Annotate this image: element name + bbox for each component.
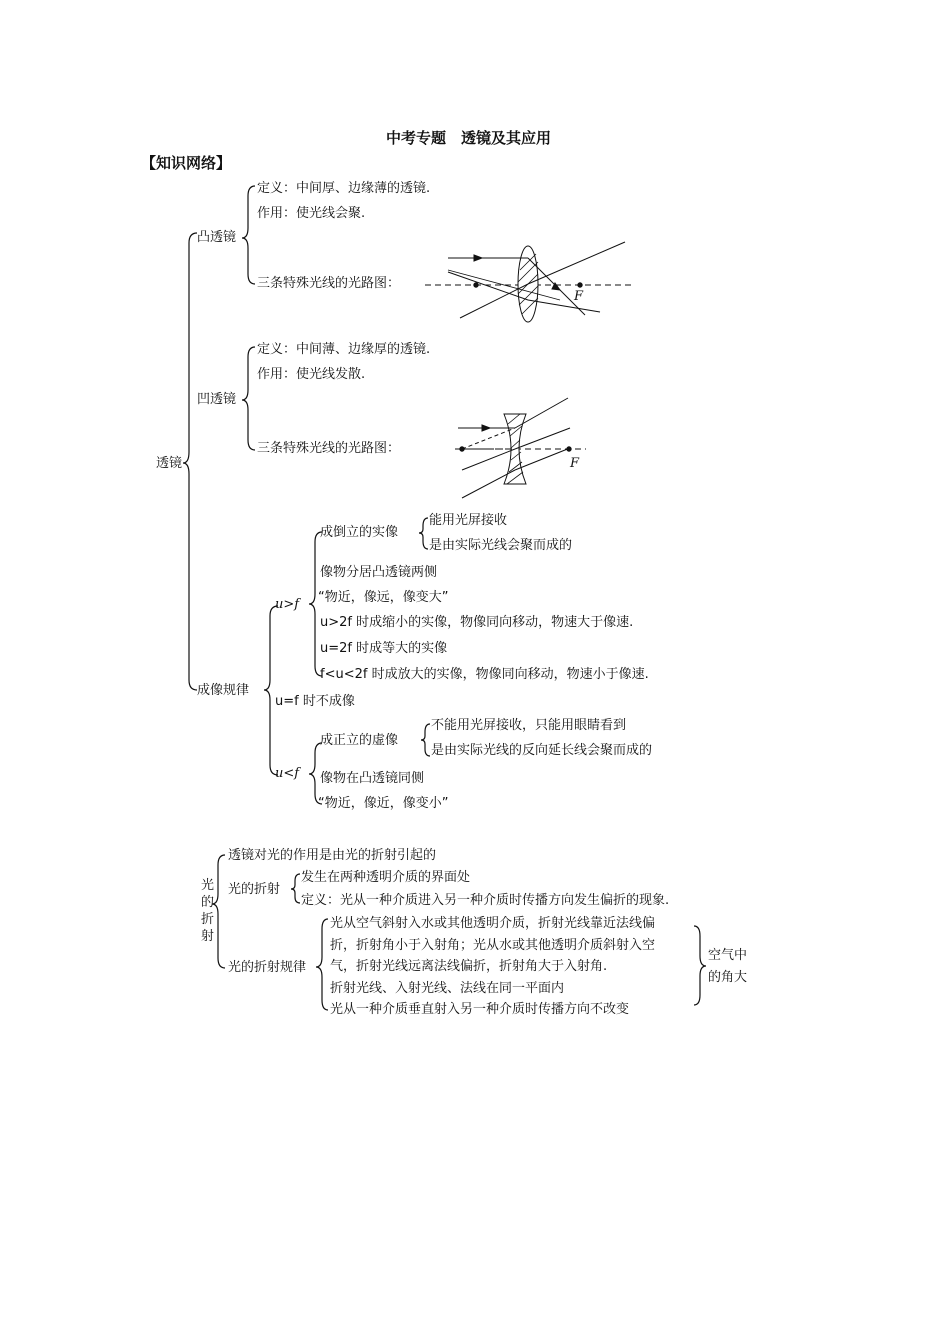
- case-u-gt-2f: u>2f 时成缩小的实像，物像同向移动，物速大于像速.: [320, 615, 634, 630]
- case-u-eq-2f: u=2f 时成等大的实像: [320, 641, 448, 656]
- refraction-law-1: 光从空气斜射入水或其他透明介质，折射光线靠近法线偏: [330, 916, 656, 931]
- real-image-origin: 是由实际光线会聚而成的: [429, 538, 573, 553]
- real-image-brace: [419, 518, 428, 549]
- imaging-label: 成像规律: [197, 683, 250, 698]
- concave-definition: 定义：中间薄、边缘厚的透镜.: [257, 342, 431, 357]
- concave-brace: [242, 347, 255, 450]
- convex-label: 凸透镜: [197, 230, 237, 245]
- u-eq-f: u=f 时不成像: [275, 694, 355, 709]
- virtual-image-origin: 是由实际光线的反向延长线会聚而成的: [431, 743, 653, 758]
- concave-lens-diagram: [455, 398, 586, 498]
- refraction-law-brace: [316, 919, 328, 1010]
- refraction-occurs: 发生在两种透明介质的界面处: [301, 870, 471, 885]
- u-gt-f-label: u>f: [275, 597, 300, 612]
- side-brace: [694, 926, 706, 1005]
- virtual-image-brace: [421, 724, 430, 756]
- convex-definition: 定义：中间厚、边缘薄的透镜.: [257, 181, 431, 196]
- refraction-law-5: 光从一种介质垂直射入另一种介质时传播方向不改变: [330, 1002, 630, 1017]
- imaging-brace: [264, 606, 278, 775]
- refraction-cause: 透镜对光的作用是由光的折射引起的: [228, 848, 437, 863]
- refraction-definition: 定义：光从一种介质进入另一种介质时传播方向发生偏折的现象.: [301, 893, 670, 908]
- near-near-rule: “物近，像近，像变小”: [318, 796, 449, 811]
- side-note-2: 的角大: [708, 970, 748, 985]
- u-lt-f-label: u<f: [275, 766, 300, 781]
- page-title: 中考专题 透镜及其应用: [386, 129, 552, 147]
- real-image-screen: 能用光屏接收: [429, 513, 508, 528]
- convex-rays-label: 三条特殊光线的光路图：: [257, 276, 401, 291]
- virtual-image-label: 成正立的虚像: [320, 733, 399, 748]
- side-note-1: 空气中: [708, 948, 748, 963]
- same-side: 像物在凸透镜同侧: [320, 771, 425, 786]
- convex-function: 作用：使光线会聚.: [257, 206, 366, 221]
- section-header: 【知识网络】: [141, 154, 232, 172]
- refraction-root-2: 的: [201, 895, 215, 910]
- virtual-image-eye: 不能用光屏接收，只能用眼睛看到: [431, 718, 627, 733]
- refraction-law-4: 折射光线、入射光线、法线在同一平面内: [330, 981, 565, 996]
- refraction-law-label: 光的折射规律: [228, 960, 307, 975]
- real-image-label: 成倒立的实像: [320, 525, 399, 540]
- refraction-root-4: 射: [201, 929, 215, 944]
- concave-label: 凹透镜: [197, 392, 237, 407]
- convex-brace: [242, 186, 255, 284]
- refraction-brace: [291, 874, 300, 903]
- concave-rays-label: 三条特殊光线的光路图：: [257, 441, 401, 456]
- refraction-label: 光的折射: [228, 882, 281, 897]
- concave-focus-label: F: [570, 456, 580, 471]
- convex-lens-diagram: [425, 242, 632, 322]
- refraction-root-3: 折: [201, 912, 215, 927]
- case-f-u-2f: f<u<2f 时成放大的实像，物像同向移动，物速小于像速.: [320, 667, 649, 682]
- convex-focus-label: F: [574, 289, 584, 304]
- concave-function: 作用：使光线发散.: [257, 367, 366, 382]
- lens-root: 透镜: [156, 456, 183, 471]
- refraction-root-1: 光: [201, 878, 215, 893]
- lens-main-brace: [183, 233, 197, 690]
- opposite-sides: 像物分居凸透镜两侧: [320, 565, 438, 580]
- refraction-law-3: 气，折射光线远离法线偏折，折射角大于入射角.: [330, 959, 608, 974]
- near-far-rule: “物近，像远，像变大”: [318, 590, 449, 605]
- refraction-law-2: 折，折射角小于入射角；光从水或其他透明介质斜射入空: [330, 938, 656, 953]
